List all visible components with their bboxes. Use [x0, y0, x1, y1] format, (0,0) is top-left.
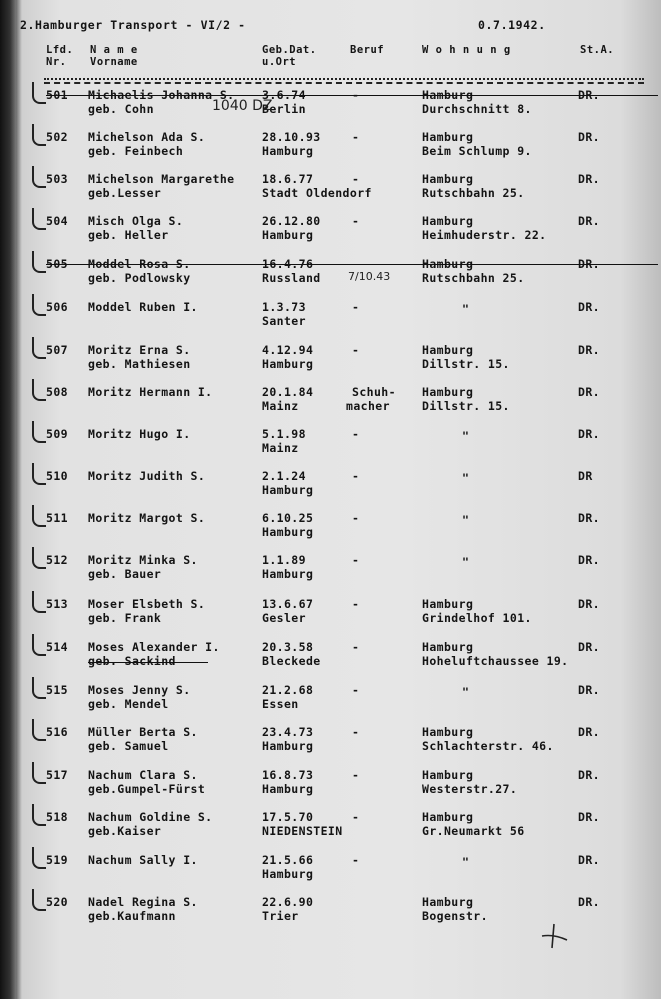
row-number: 503: [46, 172, 68, 186]
row-occupation: -: [352, 427, 360, 441]
check-mark: [32, 634, 46, 656]
row-name: Moritz Erna S.: [88, 343, 191, 357]
row-occupation: -: [352, 343, 360, 357]
row-citizenship: DR.: [578, 768, 600, 782]
row-citizenship: DR.: [578, 427, 600, 441]
row-number: 505: [46, 257, 68, 271]
row-birth-place: Hamburg: [262, 525, 314, 539]
row-occupation: -: [352, 88, 360, 102]
row-occupation: -: [352, 640, 360, 654]
table-row: [0, 343, 661, 385]
table-row: [0, 597, 661, 639]
strike-through-line: [46, 95, 658, 96]
table-row: [0, 172, 661, 214]
row-citizenship: DR.: [578, 385, 600, 399]
row-number: 512: [46, 553, 68, 567]
row-number: 511: [46, 511, 68, 525]
row-birth-name: geb. Cohn: [88, 102, 154, 116]
table-row: [0, 683, 661, 725]
row-city: Hamburg: [422, 257, 474, 271]
row-number: 514: [46, 640, 68, 654]
table-row: [0, 640, 661, 682]
check-mark: [32, 124, 46, 146]
row-city: Hamburg: [422, 895, 474, 909]
row-birth-date: 3.6.74: [262, 88, 306, 102]
row-number: 513: [46, 597, 68, 611]
row-birth-date: 4.12.94: [262, 343, 314, 357]
table-row: [0, 130, 661, 172]
row-birth-name: geb. Bauer: [88, 567, 162, 581]
row-birth-place: Hamburg: [262, 357, 314, 371]
row-birth-date: 20.1.84: [262, 385, 314, 399]
row-number: 508: [46, 385, 68, 399]
row-ditto-mark: ": [462, 855, 470, 869]
check-mark: [32, 889, 46, 911]
row-birth-place: Stadt Oldendorf: [262, 186, 372, 200]
row-birth-name: geb. Mendel: [88, 697, 169, 711]
row-name: Moritz Judith S.: [88, 469, 206, 483]
row-name: Nachum Goldine S.: [88, 810, 213, 824]
row-number: 504: [46, 214, 68, 228]
row-occupation: -: [352, 300, 360, 314]
row-birth-place: Hamburg: [262, 782, 314, 796]
row-number: 510: [46, 469, 68, 483]
row-birth-place: Hamburg: [262, 567, 314, 581]
row-city: Hamburg: [422, 343, 474, 357]
row-occupation: -: [352, 810, 360, 824]
row-address: Rutschbahn 25.: [422, 186, 525, 200]
row-birth-place: Trier: [262, 909, 299, 923]
row-citizenship: DR.: [578, 895, 600, 909]
row-citizenship: DR.: [578, 214, 600, 228]
row-occupation: -: [352, 469, 360, 483]
col-sta-header: St.A.: [580, 44, 615, 56]
row-birth-date: 1.3.73: [262, 300, 306, 314]
row-birth-place: Essen: [262, 697, 299, 711]
row-citizenship: DR.: [578, 640, 600, 654]
check-mark: [32, 719, 46, 741]
row-citizenship: DR.: [578, 343, 600, 357]
check-mark: [32, 337, 46, 359]
handwritten-cross-mark: [540, 922, 568, 950]
row-citizenship: DR.: [578, 810, 600, 824]
row-occupation: -: [352, 725, 360, 739]
row-ditto-mark: ": [462, 513, 470, 527]
row-number: 509: [46, 427, 68, 441]
row-address: Bogenstr.: [422, 909, 488, 923]
row-birth-name: geb. Mathiesen: [88, 357, 191, 371]
row-birth-date: 16.8.73: [262, 768, 314, 782]
check-mark: [32, 804, 46, 826]
row-city: Hamburg: [422, 130, 474, 144]
row-name: Nachum Sally I.: [88, 853, 198, 867]
row-birth-date: 23.4.73: [262, 725, 314, 739]
table-row: [0, 300, 661, 342]
row-ditto-mark: ": [462, 555, 470, 569]
row-city: Hamburg: [422, 810, 474, 824]
row-birth-date: 1.1.89: [262, 553, 306, 567]
row-citizenship: DR.: [578, 725, 600, 739]
row-birth-place: Hamburg: [262, 867, 314, 881]
row-birth-place: Santer: [262, 314, 306, 328]
check-mark: [32, 208, 46, 230]
row-ditto-mark: ": [462, 302, 470, 316]
row-city: Hamburg: [422, 214, 474, 228]
row-number: 518: [46, 810, 68, 824]
check-mark: [32, 421, 46, 443]
row-citizenship: DR.: [578, 683, 600, 697]
row-name: Michaelis Johanna S.: [88, 88, 235, 102]
row-birth-name: geb. Feinbech: [88, 144, 184, 158]
row-occupation: -: [352, 172, 360, 186]
row-address: Beim Schlump 9.: [422, 144, 532, 158]
check-mark: [32, 762, 46, 784]
row-number: 520: [46, 895, 68, 909]
row-citizenship: DR.: [578, 597, 600, 611]
row-birth-date: 13.6.67: [262, 597, 314, 611]
row-name: Michelson Margarethe: [88, 172, 235, 186]
check-mark: [32, 82, 46, 104]
row-occupation: -: [352, 511, 360, 525]
table-row: [0, 553, 661, 595]
row-birth-date: 22.6.90: [262, 895, 314, 909]
row-citizenship: DR.: [578, 511, 600, 525]
row-address: Grindelhof 101.: [422, 611, 532, 625]
col-wohnung-header: W o h n u n g: [422, 44, 511, 56]
row-birth-place: Hamburg: [262, 739, 314, 753]
check-mark: [32, 294, 46, 316]
check-mark: [32, 251, 46, 273]
row-name: Moritz Minka S.: [88, 553, 198, 567]
row-address: Schlachterstr. 46.: [422, 739, 554, 753]
row-address: Hoheluftchaussee 19.: [422, 654, 569, 668]
row-city: Hamburg: [422, 88, 474, 102]
table-row: [0, 810, 661, 852]
row-citizenship: DR.: [578, 300, 600, 314]
row-name: Moritz Hermann I.: [88, 385, 213, 399]
transport-date: 0.7.1942.: [478, 18, 546, 32]
row-number: 516: [46, 725, 68, 739]
row-number: 507: [46, 343, 68, 357]
row-occupation: -: [352, 214, 360, 228]
header-rule: [44, 78, 644, 80]
row-birth-date: 21.5.66: [262, 853, 314, 867]
check-mark: [32, 166, 46, 188]
col-geb-header: Geb.Dat. u.Ort: [262, 44, 317, 68]
row-citizenship: DR.: [578, 553, 600, 567]
row-name: Nachum Clara S.: [88, 768, 198, 782]
col-nr-header: Lfd. Nr.: [46, 44, 74, 68]
col-beruf-header: Beruf: [350, 44, 385, 56]
check-mark: [32, 463, 46, 485]
check-mark: [32, 677, 46, 699]
row-name: Müller Berta S.: [88, 725, 198, 739]
row-citizenship: DR.: [578, 130, 600, 144]
row-birth-name: geb. Podlowsky: [88, 271, 191, 285]
row-birth-place: Berlin: [262, 102, 306, 116]
row-birth-place: NIEDENSTEIN: [262, 824, 343, 838]
row-name: Michelson Ada S.: [88, 130, 206, 144]
row-address: Rutschbahn 25.: [422, 271, 525, 285]
row-birth-name: geb. Frank: [88, 611, 162, 625]
row-birth-name: geb.Kaufmann: [88, 909, 176, 923]
table-row: [0, 469, 661, 511]
row-birth-date: 21.2.68: [262, 683, 314, 697]
row-ditto-mark: ": [462, 471, 470, 485]
table-row: [0, 214, 661, 256]
row-name: Nadel Regina S.: [88, 895, 198, 909]
handwritten-note-505: 7/10.43: [348, 270, 391, 283]
col-name-header: N a m e Vorname: [90, 44, 138, 68]
table-row: [0, 768, 661, 810]
row-birth-place: Mainz: [262, 441, 299, 455]
row-name: Misch Olga S.: [88, 214, 184, 228]
row-name: Moritz Margot S.: [88, 511, 206, 525]
row-number: 506: [46, 300, 68, 314]
row-occupation: -: [352, 683, 360, 697]
row-birth-date: 17.5.70: [262, 810, 314, 824]
row-birth-place: Mainz: [262, 399, 299, 413]
row-birth-name: geb. Sackind: [88, 654, 176, 668]
row-birth-place: Hamburg: [262, 483, 314, 497]
row-name: Moddel Rosa S.: [88, 257, 191, 271]
row-citizenship: DR: [578, 469, 593, 483]
row-birth-date: 20.3.58: [262, 640, 314, 654]
table-row: [0, 511, 661, 553]
row-occupation: -: [352, 553, 360, 567]
row-city: Hamburg: [422, 725, 474, 739]
handwritten-note-501: 1040 DZ: [212, 98, 273, 114]
row-city: Hamburg: [422, 768, 474, 782]
row-birth-date: 18.6.77: [262, 172, 314, 186]
row-birth-date: 6.10.25: [262, 511, 314, 525]
row-birth-name: geb.Kaiser: [88, 824, 162, 838]
row-birth-date: 28.10.93: [262, 130, 321, 144]
row-birth-place: Russland: [262, 271, 321, 285]
row-number: 501: [46, 88, 68, 102]
row-address: Dillstr. 15.: [422, 399, 510, 413]
row-occupation: -: [352, 853, 360, 867]
row-ditto-mark: ": [462, 429, 470, 443]
row-address: Westerstr.27.: [422, 782, 518, 796]
row-birth-name: geb.Gumpel-Fürst: [88, 782, 206, 796]
row-city: Hamburg: [422, 385, 474, 399]
row-birth-name: geb. Samuel: [88, 739, 169, 753]
row-citizenship: DR.: [578, 172, 600, 186]
row-city: Hamburg: [422, 597, 474, 611]
check-mark: [32, 505, 46, 527]
row-birth-date: 26.12.80: [262, 214, 321, 228]
table-row: [0, 385, 661, 427]
row-citizenship: DR.: [578, 853, 600, 867]
row-address: Durchschnitt 8.: [422, 102, 532, 116]
row-city: Hamburg: [422, 640, 474, 654]
row-citizenship: DR.: [578, 88, 600, 102]
row-number: 517: [46, 768, 68, 782]
check-mark: [32, 547, 46, 569]
check-mark: [32, 847, 46, 869]
row-number: 502: [46, 130, 68, 144]
row-name: Moritz Hugo I.: [88, 427, 191, 441]
strike-through-line: [88, 662, 208, 663]
table-row: [0, 427, 661, 469]
table-row: [0, 853, 661, 895]
row-ditto-mark: ": [462, 685, 470, 699]
row-birth-date: 2.1.24: [262, 469, 306, 483]
row-birth-place: Bleckede: [262, 654, 321, 668]
row-citizenship: DR.: [578, 257, 600, 271]
header-rule-2: [44, 82, 644, 84]
page-title: 2.Hamburger Transport - VI/2 -: [20, 18, 246, 32]
row-birth-name: geb.Lesser: [88, 186, 162, 200]
row-name: Moser Elsbeth S.: [88, 597, 206, 611]
row-name: Moddel Ruben I.: [88, 300, 198, 314]
row-name: Moses Alexander I.: [88, 640, 220, 654]
row-name: Moses Jenny S.: [88, 683, 191, 697]
check-mark: [32, 591, 46, 613]
row-address: Heimhuderstr. 22.: [422, 228, 547, 242]
row-number: 515: [46, 683, 68, 697]
row-address: Gr.Neumarkt 56: [422, 824, 525, 838]
strike-through-line: [46, 264, 658, 265]
row-birth-name: geb. Heller: [88, 228, 169, 242]
row-occupation: -: [352, 130, 360, 144]
table-row: [0, 725, 661, 767]
row-city: Hamburg: [422, 172, 474, 186]
row-occupation: Schuh-: [352, 385, 396, 399]
row-number: 519: [46, 853, 68, 867]
check-mark: [32, 379, 46, 401]
row-occupation: -: [352, 597, 360, 611]
row-birth-place: Hamburg: [262, 228, 314, 242]
row-birth-place: Gesler: [262, 611, 306, 625]
row-occupation-2: macher: [346, 399, 390, 413]
row-birth-date: 16.4.76: [262, 257, 314, 271]
row-birth-place: Hamburg: [262, 144, 314, 158]
row-address: Dillstr. 15.: [422, 357, 510, 371]
row-birth-date: 5.1.98: [262, 427, 306, 441]
row-occupation: -: [352, 768, 360, 782]
